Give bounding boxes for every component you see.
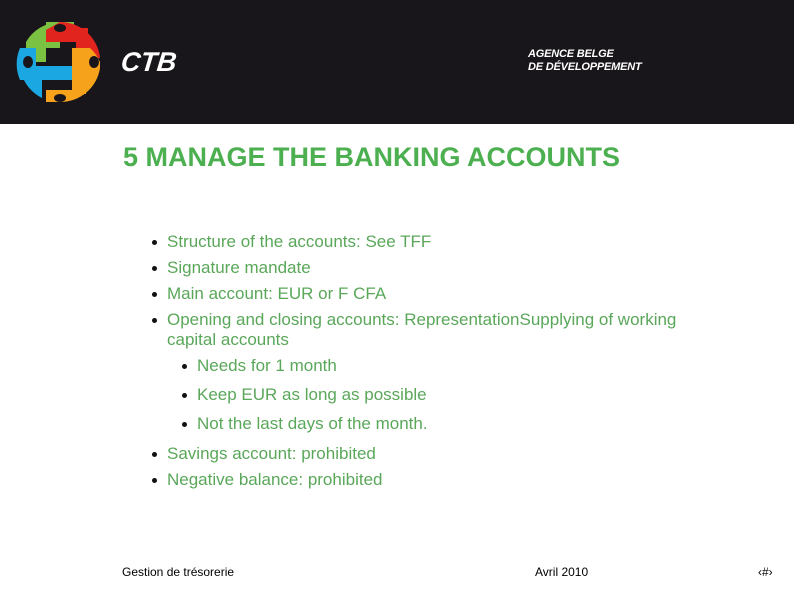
bullet-dot-icon bbox=[152, 318, 157, 323]
bullet-dot-icon bbox=[182, 422, 187, 427]
bullet-text: Savings account: prohibited bbox=[167, 444, 376, 463]
footer-left: Gestion de trésorerie bbox=[122, 565, 235, 579]
bullet-text: capital accounts bbox=[167, 330, 289, 349]
bullet-text: Opening and closing accounts: RepresentationSupplying of working bbox=[167, 310, 677, 329]
ctb-logo-icon bbox=[16, 18, 104, 106]
brand-name: CTB bbox=[119, 47, 179, 77]
bullet-dot-icon bbox=[152, 240, 157, 245]
header-banner bbox=[0, 0, 794, 124]
sub-bullet-text: Needs for 1 month bbox=[197, 356, 337, 375]
bullet-text: Structure of the accounts: See TFF bbox=[167, 232, 432, 251]
bullet-dot-icon bbox=[182, 364, 187, 369]
bullet-dot-icon bbox=[152, 478, 157, 483]
bullet-dot-icon bbox=[152, 452, 157, 457]
bullet-dot-icon bbox=[152, 266, 157, 271]
bullet-text: Main account: EUR or F CFA bbox=[167, 284, 387, 303]
agency-line-1: AGENCE BELGE bbox=[528, 48, 614, 60]
bullet-text: Negative balance: prohibited bbox=[167, 470, 383, 489]
bullet-dot-icon bbox=[182, 393, 187, 398]
bullet-dot-icon bbox=[152, 292, 157, 297]
slide-number: ‹#› bbox=[758, 565, 773, 579]
sub-bullet-text: Keep EUR as long as possible bbox=[197, 385, 427, 404]
sub-bullet-text: Not the last days of the month. bbox=[197, 414, 428, 433]
agency-line-2: DE DÉVELOPPEMENT bbox=[528, 61, 642, 73]
footer-date: Avril 2010 bbox=[535, 565, 589, 579]
bullet-text: Signature mandate bbox=[167, 258, 311, 277]
slide-title: 5 MANAGE THE BANKING ACCOUNTS bbox=[123, 142, 621, 172]
agency-name bbox=[528, 48, 642, 74]
